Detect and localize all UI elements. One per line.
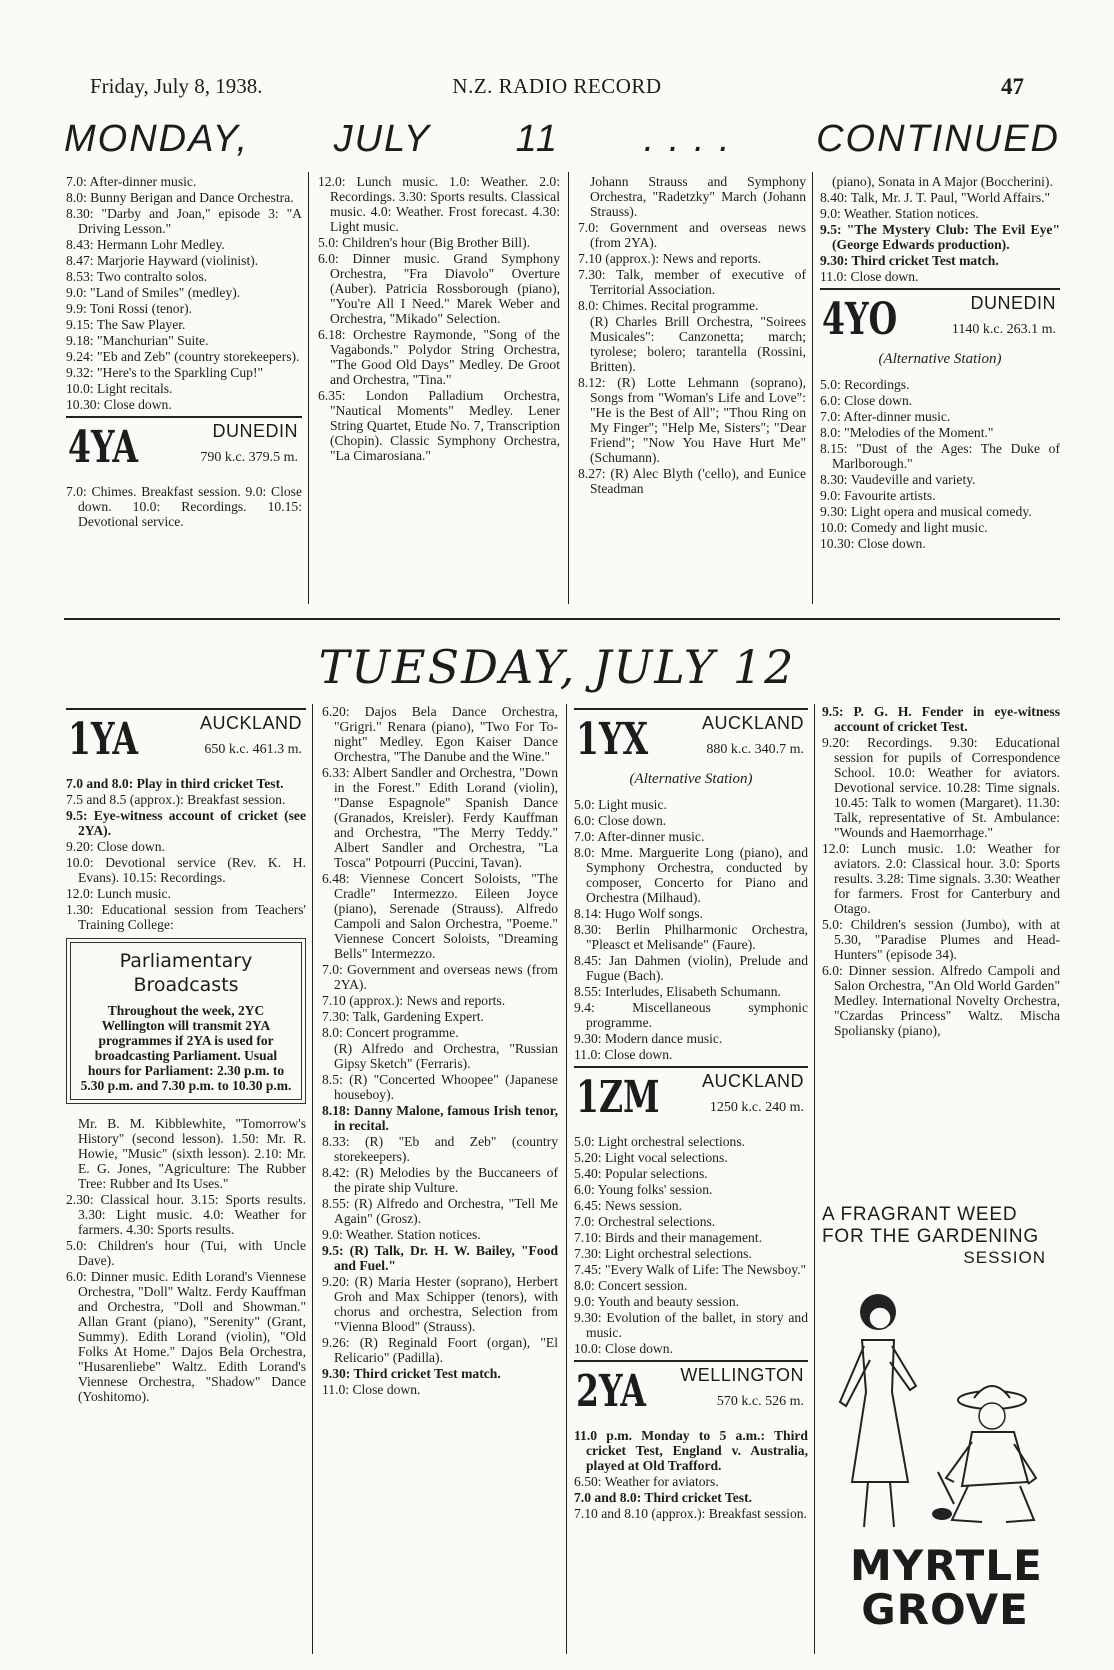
tuesday-column-1 — [66, 704, 306, 1405]
program-item: 5.0: Children's hour (Big Brother Bill). — [318, 235, 531, 250]
station-frequency: 1140 k.c. 263.1 m. — [951, 322, 1056, 337]
program-item: 6.0: Dinner session. Alfredo Campoli and Salon Orchestra, "An Old World Garden" Medley. International Novelty Orchestra, "Czardas Princess" Waltz. Mischa Spoliansky (piano), — [822, 963, 1060, 1038]
program-item: 7.0: After-dinner music. — [820, 409, 951, 424]
program-item: 8.53: Two contralto solos. — [66, 269, 208, 284]
banner-word: 11 — [515, 118, 560, 160]
station-city: AUCKLAND — [701, 713, 804, 733]
page-number: 47 — [1001, 74, 1024, 99]
station-callsign: 4YO — [822, 294, 898, 345]
program-item: 10.30: Close down. — [820, 536, 926, 551]
station-header-4yo — [820, 288, 1060, 348]
program-item: 10.30: Close down. — [66, 397, 172, 412]
program-item: 7.10: Birds and their management. — [574, 1230, 763, 1245]
program-item: 8.0: "Melodies of the Moment." — [820, 425, 994, 440]
program-item: 10.0: Comedy and light music. — [820, 520, 988, 535]
station-city: AUCKLAND — [199, 713, 302, 733]
myrtle-grove-advertisement — [822, 1204, 1060, 1656]
station-header-1ya — [66, 708, 306, 768]
program-item: 9.0: Favourite artists. — [820, 488, 936, 503]
program-item: 6.0: Dinner music. Grand Symphony Orchestra, "Fra Diavolo" Overture (Auber). Patricia Rossborough (piano), "You're All I Need." Marek Weber and Orchestra, "Mikado" Selection. — [318, 251, 560, 326]
program-item: 8.30: Vaudeville and variety. — [820, 472, 976, 487]
program-item: 8.30: Berlin Philharmonic Orchestra, "Pleasct et Melisande" (Faure). — [574, 922, 808, 952]
program-item: 9.5: (R) Talk, Dr. H. W. Bailey, "Food and Fuel." — [322, 1243, 558, 1273]
program-item: 2.30: Classical hour. 3.15: Sports results. 3.30: Light music. 4.0: Weather for farmers. 4.30: Sports results. — [66, 1192, 306, 1237]
program-item: 7.10 (approx.): News and reports. — [322, 993, 506, 1008]
banner-word: CONTINUED — [816, 118, 1060, 160]
program-item: 9.15: The Saw Player. — [66, 317, 186, 332]
program-item: 8.30: "Darby and Joan," episode 3: "A Driving Lesson." — [66, 206, 302, 236]
parliamentary-broadcasts-box — [66, 938, 306, 1104]
station-city: DUNEDIN — [970, 293, 1056, 313]
program-item: 8.40: Talk, Mr. J. T. Paul, "World Affairs." — [820, 190, 1051, 205]
alternative-station-label: (Alternative Station) — [629, 771, 753, 787]
program-item: 9.4: Miscellaneous symphonic programme. — [574, 1000, 808, 1030]
ad-headline: A FRAGRANT WEED — [822, 1204, 1018, 1225]
program-item: 8.55: (R) Alfredo and Orchestra, "Tell Me Again" (Grosz). — [322, 1196, 558, 1226]
program-item: (R) Alfredo and Orchestra, "Russian Gipsy Sketch" (Ferraris). — [334, 1041, 558, 1071]
program-item: 9.18: "Manchurian" Suite. — [66, 333, 209, 348]
program-item: 5.0: Recordings. — [820, 377, 910, 392]
program-item: 7.0: Government and overseas news (from 2YA). — [322, 962, 558, 992]
program-item: 8.5: (R) "Concerted Whoopee" (Japanese houseboy). — [322, 1072, 558, 1102]
program-item: 8.12: (R) Lotte Lehmann (soprano), Songs from "Woman's Life and Love": "He is the Best of All"; "Thou Ring on My Finger"; "Help Me, Sisters"; "Dear Friend"; "Now You Have Hurt Me" (Schumann). — [578, 375, 806, 465]
program-item: 9.5: P. G. H. Fender in eye-witness account of cricket Test. — [822, 704, 1060, 734]
monday-column-1 — [66, 174, 302, 530]
column-rule — [568, 172, 569, 604]
program-item: 5.0: Light music. — [574, 797, 667, 812]
program-item: 8.0: Bunny Berigan and Dance Orchestra. — [66, 190, 294, 205]
box-title: Parliamentary — [119, 950, 253, 972]
program-item: 11.0 p.m. Monday to 5 a.m.: Third cricket Test, England v. Australia, played at Old Trafford. — [574, 1428, 808, 1473]
station-frequency: 650 k.c. 461.3 m. — [204, 742, 302, 757]
program-item: 1.30: Educational session from Teachers' Training College: — [66, 902, 306, 932]
logo-word: GROVE — [861, 1585, 1029, 1634]
banner-word: MONDAY, — [64, 118, 250, 160]
monday-banner — [64, 118, 1060, 168]
program-item: 8.42: (R) Melodies by the Buccaneers of the pirate ship Vulture. — [322, 1165, 558, 1195]
program-item: 6.45: News session. — [574, 1198, 682, 1213]
section-rule — [64, 618, 1060, 620]
program-item: 8.0: Chimes. Recital programme. — [578, 298, 759, 313]
ad-headline: FOR THE GARDENING — [822, 1226, 1039, 1247]
program-item: 6.20: Dajos Bela Dance Orchestra, "Grigri." Renara (piano), "Two For To-night" Medley. Egon Kaiser Dance Orchestra, "The Danube and the Wine." — [322, 704, 558, 764]
program-item: 7.45: "Every Walk of Life: The Newsboy." — [574, 1262, 807, 1277]
myrtle-grove-logo — [850, 1541, 1043, 1634]
program-item: 6.0: Close down. — [574, 813, 667, 828]
program-item: 8.0: Concert programme. — [322, 1025, 459, 1040]
program-item: 9.30: Third cricket Test match. — [820, 253, 999, 268]
program-item: 8.47: Marjorie Hayward (violinist). — [66, 253, 259, 268]
ad-headline: SESSION — [963, 1248, 1046, 1267]
program-item: 10.0: Light recitals. — [66, 381, 173, 396]
program-item: 9.20: Recordings. 9.30: Educational session for pupils of Correspondence School. 10.0: Weather for aviators. Devotional service. 10.28: Time signals. 10.45: Talk to women (Margaret). 11.30: Talk, representative of St. Ambulance: "Wounds and Haemorrhage." — [822, 735, 1060, 840]
program-item: 9.20: Close down. — [66, 839, 165, 854]
program-item: 8.33: (R) "Eb and Zeb" (country storekeepers). — [322, 1134, 558, 1164]
program-item: 9.32: "Here's to the Sparkling Cup!" — [66, 365, 264, 380]
program-item: 9.9: Toni Rossi (tenor). — [66, 301, 193, 316]
program-item: 9.0: "Land of Smiles" (medley). — [66, 285, 241, 300]
program-item: 12.0: Lunch music. 1.0: Weather. 2.0: Recordings. 3.30: Sports results. Classical music. 4.0: Weather. Frost forecast. 4.30: Light music. — [318, 174, 560, 234]
program-item: 7.10 and 8.10 (approx.): Breakfast session. — [574, 1506, 807, 1521]
station-city: AUCKLAND — [701, 1071, 804, 1091]
program-item: 6.0: Dinner music. Edith Lorand's Viennese Orchestra, "Doll" Waltz. Ferdy Kauffman and Orchestra, "Doll and Showman." Allan Grant (piano), "Serenity" (Grant, Summy). Edith Lorand (violin), "Old Folks At Home." Dajos Bela Orchestra, "Husarenliebe" Waltz. Edith Lorand's Viennese Orchestra, "Shadow" Dance (Yoshitomo). — [66, 1269, 306, 1404]
station-frequency: 1250 k.c. 240 m. — [709, 1100, 804, 1115]
program-item: Johann Strauss and Symphony Orchestra, "Radetzky" March (Johann Strauss). — [590, 174, 806, 219]
program-item: 9.20: (R) Maria Hester (soprano), Herbert Groh and Max Schipper (tenors), with chorus and orchestra, Selection from "Vienna Blood" (Strauss). — [322, 1274, 558, 1334]
gardener-illustration — [822, 1282, 1060, 1532]
program-item: 7.0 and 8.0: Third cricket Test. — [574, 1490, 752, 1505]
page-header — [90, 74, 1024, 102]
station-frequency: 790 k.c. 379.5 m. — [200, 450, 298, 465]
column-rule — [566, 704, 567, 1654]
station-callsign: 2YA — [576, 1366, 647, 1417]
tuesday-banner: TUESDAY, JULY 12 — [318, 640, 796, 694]
station-callsign: 4YA — [68, 422, 139, 473]
program-item: 12.0: Lunch music. 1.0: Weather for aviators. 2.0: Classical hour. 3.0: Sports results. 3.28: Time signals. 3.30: Weather for farmers. Frost for Canterbury and Otago. — [822, 841, 1060, 916]
program-item: 9.30: Modern dance music. — [574, 1031, 723, 1046]
program-item: 9.30: Light opera and musical comedy. — [820, 504, 1032, 519]
program-item: 7.0: Chimes. Breakfast session. 9.0: Close down. 10.0: Recordings. 10.15: Devotional service. — [66, 484, 302, 529]
program-item: 8.55: Interludes, Elisabeth Schumann. — [574, 984, 781, 999]
program-item: 6.0: Close down. — [820, 393, 913, 408]
program-item: 9.30: Third cricket Test match. — [322, 1366, 501, 1381]
box-title: Broadcasts — [133, 974, 239, 996]
alternative-station-label: (Alternative Station) — [878, 351, 1002, 367]
station-frequency: 880 k.c. 340.7 m. — [706, 742, 804, 757]
monday-column-2 — [318, 174, 560, 464]
program-item: 6.35: London Palladium Orchestra, "Nautical Moments" Medley. Lener String Quartet, Etude No. 7, Transcription (Chopin). Classic Symphony Orchestra, "La Cimarosiana." — [318, 388, 560, 463]
station-header-1zm — [574, 1066, 808, 1126]
column-rule — [308, 172, 309, 604]
station-city: DUNEDIN — [212, 421, 298, 441]
program-item: 9.26: (R) Reginald Foort (organ), "El Relicario" (Padilla). — [322, 1335, 558, 1365]
program-item: 6.50: Weather for aviators. — [574, 1474, 719, 1489]
program-item: 6.48: Viennese Concert Soloists, "The Cradle" Intermezzo. Eileen Joyce (piano), Serenade (Strauss). Alfredo Campoli and Salon Orchestra, "Poeme." Viennese Concert Soloists, "Dreaming Bells" Intermezzo. — [322, 871, 558, 961]
monday-column-4 — [820, 174, 1060, 552]
program-item: 9.5: "The Mystery Club: The Evil Eye" (George Edwards production). — [820, 222, 1060, 252]
program-item: 7.30: Light orchestral selections. — [574, 1246, 752, 1261]
station-city: WELLINGTON — [680, 1365, 804, 1385]
program-item: 7.0 and 8.0: Play in third cricket Test. — [66, 776, 284, 791]
program-item: 9.0: Weather. Station notices. — [820, 206, 979, 221]
tuesday-column-3 — [574, 704, 808, 1522]
tuesday-column-4 — [822, 704, 1060, 1039]
program-item: 7.30: Talk, Gardening Expert. — [322, 1009, 484, 1024]
program-item: 7.30: Talk, member of executive of Territorial Association. — [578, 267, 806, 297]
program-item: 7.10 (approx.): News and reports. — [578, 251, 762, 266]
program-item: Mr. B. M. Kibblewhite, "Tomorrow's History" (second lesson). 1.50: Mr. R. Howie, "Music" (sixth lesson). 2.10: Mr. E. G. Jones, "Agriculture: The Rubber Tree: Rubber and Its Uses." — [78, 1116, 306, 1191]
program-item: 8.15: "Dust of the Ages: The Duke of Marlborough." — [820, 441, 1060, 471]
station-header-4ya — [66, 416, 302, 476]
program-item: 11.0: Close down. — [574, 1047, 673, 1062]
program-item: 8.27: (R) Alec Blyth ('cello), and Eunice Steadman — [578, 466, 806, 496]
program-item: 9.30: Evolution of the ballet, in story and music. — [574, 1310, 808, 1340]
program-item: 5.40: Popular selections. — [574, 1166, 708, 1181]
station-callsign: 1ZM — [576, 1072, 660, 1123]
program-item: 7.0: Government and overseas news (from 2YA). — [578, 220, 806, 250]
program-item: 11.0: Close down. — [820, 269, 919, 284]
banner-word: . . . . — [643, 118, 732, 160]
publication-title: N.Z. RADIO RECORD — [452, 74, 662, 98]
program-item: 6.0: Young folks' session. — [574, 1182, 713, 1197]
program-item: 6.33: Albert Sandler and Orchestra, "Down in the Forest." Edith Lorand (violin), "Danse Espagnole" Spanish Dance (Granados, Kreisler). Ferdy Kauffman and Orchestra, "The Merry Teddy." Albert Sandler and Orchestra, "La Tosca" Potpourri (Puccini, Tavan). — [322, 765, 558, 870]
monday-column-3 — [578, 174, 806, 497]
program-item: 8.14: Hugo Wolf songs. — [574, 906, 703, 921]
program-item: 5.0: Children's session (Jumbo), with at 5.30, "Paradise Plumes and Head-Hunters" (episode 34). — [822, 917, 1060, 962]
program-item: 8.18: Danny Malone, famous Irish tenor, in recital. — [322, 1103, 558, 1133]
program-item: 9.5: Eye-witness account of cricket (see 2YA). — [66, 808, 306, 838]
program-item: (R) Charles Brill Orchestra, "Soirees Musicales": Canzonetta; march; tyrolese; bolero; tarantella (Rossini, Britten). — [590, 314, 806, 374]
station-frequency: 570 k.c. 526 m. — [716, 1394, 804, 1409]
program-item: 7.0: Orchestral selections. — [574, 1214, 716, 1229]
program-item: 7.0: After-dinner music. — [574, 829, 705, 844]
program-item: 8.43: Hermann Lohr Medley. — [66, 237, 225, 252]
column-rule — [312, 704, 313, 1654]
issue-date: Friday, July 8, 1938. — [90, 74, 263, 98]
station-header-2ya — [574, 1360, 808, 1420]
program-item: (piano), Sonata in A Major (Boccherini). — [832, 174, 1053, 189]
program-item: 5.0: Light orchestral selections. — [574, 1134, 746, 1149]
program-item: 8.0: Concert session. — [574, 1278, 688, 1293]
program-item: 10.0: Devotional service (Rev. K. H. Evans). 10.15: Recordings. — [66, 855, 306, 885]
station-callsign: 1YX — [576, 714, 649, 765]
station-header-1yx — [574, 708, 808, 768]
program-item: 5.20: Light vocal selections. — [574, 1150, 728, 1165]
column-rule — [812, 172, 813, 604]
program-item: 6.18: Orchestre Raymonde, "Song of the Vagabonds." Polydor String Orchestra, "The Good Old Days" Medley. De Groot and Orchestra, "Tina." — [318, 327, 560, 387]
banner-word: JULY — [333, 118, 432, 160]
program-item: 5.0: Children's hour (Tui, with Uncle Dave). — [66, 1238, 306, 1268]
column-rule — [814, 704, 815, 1654]
program-item: 11.0: Close down. — [322, 1382, 421, 1397]
logo-word: MYRTLE — [850, 1541, 1043, 1590]
program-item: 7.0: After-dinner music. — [66, 174, 197, 189]
tuesday-column-2 — [322, 704, 558, 1398]
program-item: 10.0: Close down. — [574, 1341, 673, 1356]
box-text: Throughout the week, 2YC Wellington will transmit 2YA programmes if 2YA is used for broadcasting Parliament. Usual hours for Parliament: 2.30 p.m. to 5.30 p.m. and 7.30 p.m. to 10.30 p.m. — [80, 1003, 292, 1093]
program-item: 7.5 and 8.5 (approx.): Breakfast session. — [66, 792, 286, 807]
program-item: 8.0: Mme. Marguerite Long (piano), and Symphony Orchestra, conducted by composer, Concerto for Piano and Orchestra (Milhaud). — [574, 845, 808, 905]
program-item: 9.0: Weather. Station notices. — [322, 1227, 481, 1242]
program-item: 9.0: Youth and beauty session. — [574, 1294, 740, 1309]
program-item: 12.0: Lunch music. — [66, 886, 171, 901]
station-callsign: 1YA — [68, 714, 139, 765]
program-item: 9.24: "Eb and Zeb" (country storekeepers). — [66, 349, 300, 364]
program-item: 8.45: Jan Dahmen (violin), Prelude and Fugue (Bach). — [574, 953, 808, 983]
